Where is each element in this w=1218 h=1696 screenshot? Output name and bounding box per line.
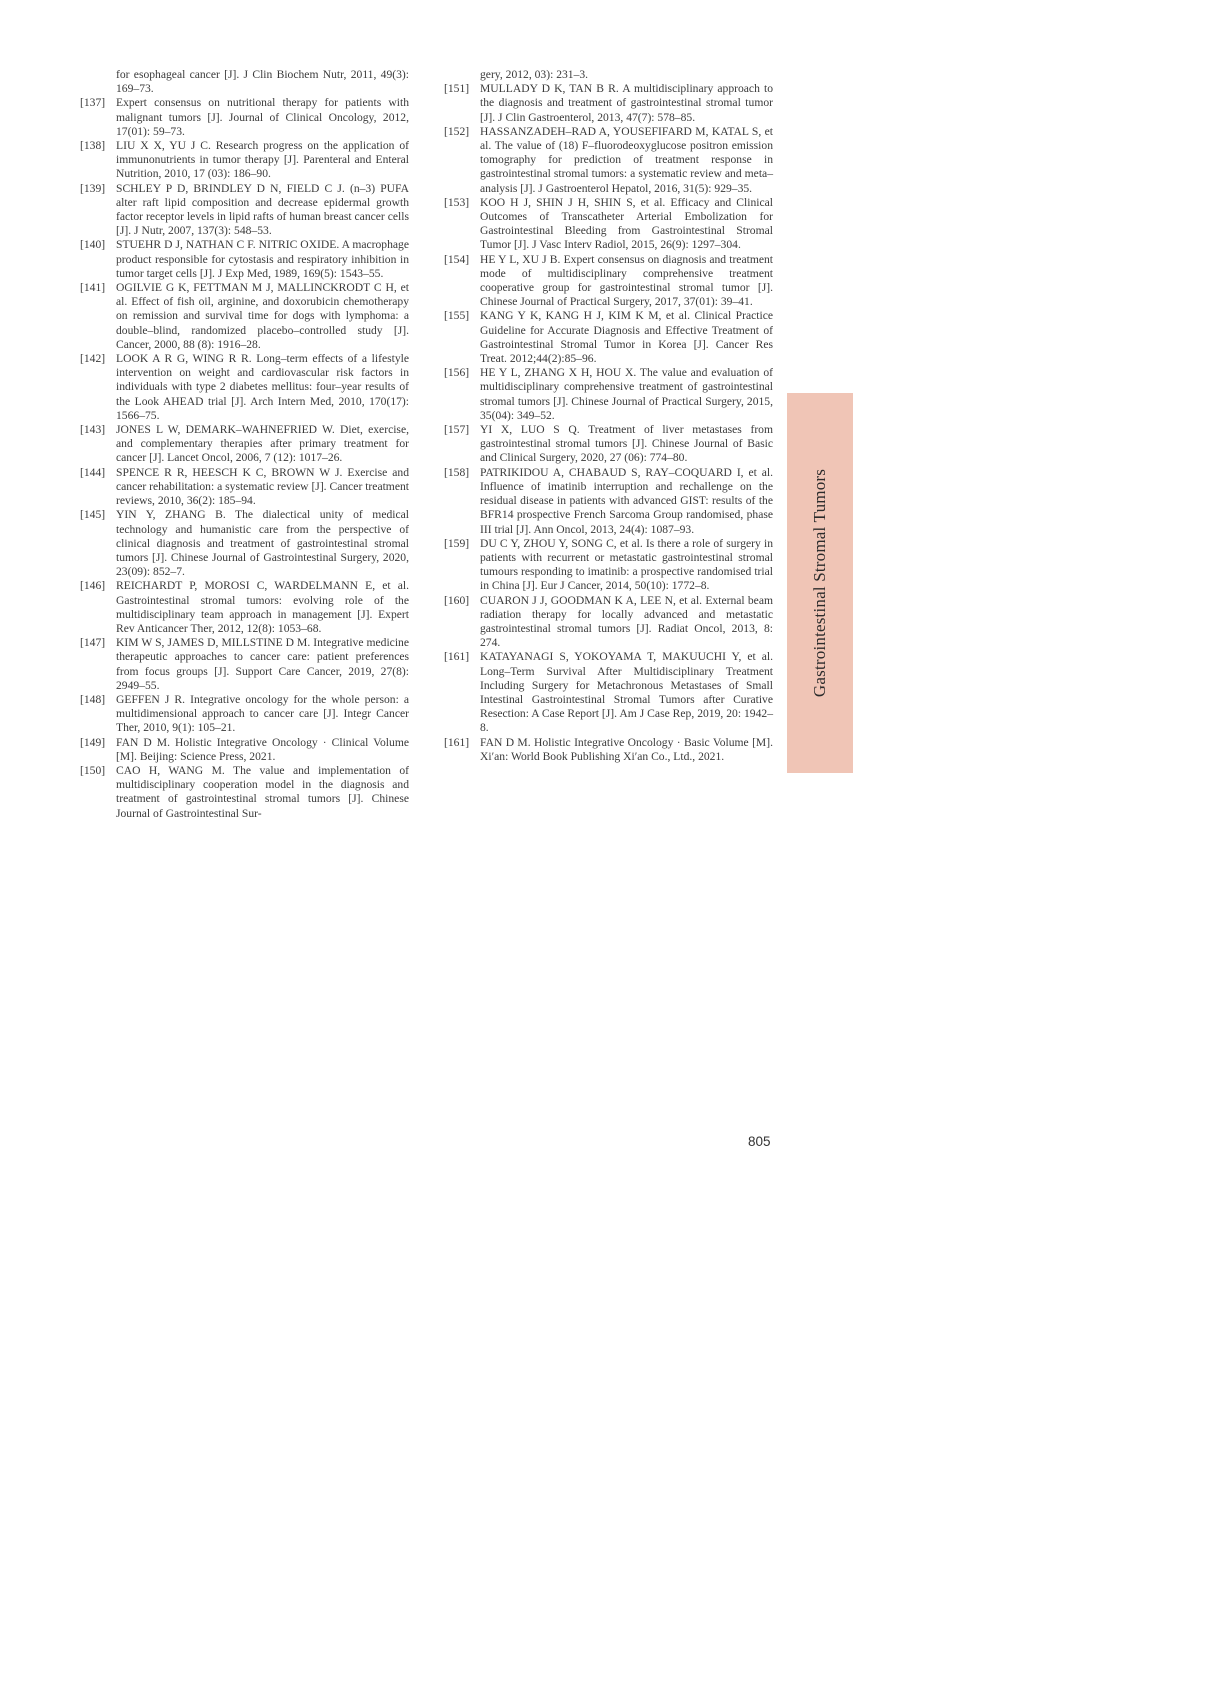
- reference-entry: [80, 579, 409, 636]
- reference-text: gery, 2012, 03): 231–3.: [480, 68, 589, 81]
- reference-entry: [80, 139, 409, 182]
- reference-entry: [80, 693, 409, 736]
- reference-text: OGILVIE G K, FETTMAN M J, MALLINCKRODT C H, et al. Effect of fish oil, arginine, and doxorubicin chemotherapy on remission and survival time for dogs with lymphoma: a double–blind, randomized placebo–controlled study [J]. Cancer, 2000, 88 (8): 1916–28.: [116, 281, 409, 351]
- reference-number: [154]: [444, 252, 470, 266]
- reference-text: for esophageal cancer [J]. J Clin Biochem Nutr, 2011, 49(3): 169–73.: [116, 68, 409, 96]
- reference-number: [142]: [80, 352, 106, 366]
- reference-text: HE Y L, XU J B. Expert consensus on diagnosis and treatment mode of multidisciplinary comprehensive treatment cooperative group for gastrointestinal stromal tumor [J]. Chinese Journal of Practical Surgery, 2017, 37(01): 39–41.: [480, 252, 773, 309]
- reference-entry: [444, 736, 773, 764]
- reference-text: CAO H, WANG M. The value and implementation of multidisciplinary cooperation model in the diagnosis and treatment of gastrointestinal stromal tumors [J]. Chinese Journal of Gastrointestinal Sur-: [116, 763, 409, 820]
- reference-entry: [80, 636, 409, 693]
- reference-entry: [444, 253, 773, 310]
- reference-text: SCHLEY P D, BRINDLEY D N, FIELD C J. (n–3) PUFA alter raft lipid composition and decrease epidermal growth factor receptor levels in lipid rafts of human breast cancer cells [J]. J Nutr, 2007, 137(3): 548–53.: [116, 181, 409, 238]
- reference-number: [146]: [80, 579, 106, 593]
- reference-number: [145]: [80, 508, 106, 522]
- reference-number: [140]: [80, 238, 106, 252]
- reference-entry: [444, 466, 773, 537]
- reference-entry: [80, 764, 409, 821]
- reference-number: [158]: [444, 465, 470, 479]
- reference-text: HE Y L, ZHANG X H, HOU X. The value and evaluation of multidisciplinary comprehensive treatment of gastrointestinal stromal tumors [J]. Chinese Journal of Practical Surgery, 2015, 35(04): 349–52.: [480, 366, 773, 422]
- reference-number: [141]: [80, 281, 106, 295]
- reference-number: [148]: [80, 692, 106, 706]
- reference-entry: [444, 650, 773, 735]
- reference-text: REICHARDT P, MOROSI C, WARDELMANN E, et al. Gastrointestinal stromal tumors: evolving role of the multidisciplinary team approach in management [J]. Expert Rev Anticancer Ther, 2012, 12(8): 1053–68.: [116, 579, 409, 635]
- reference-text: JONES L W, DEMARK–WAHNEFRIED W. Diet, exercise, and complementary therapies after primary treatment for cancer [J]. Lancet Oncol, 2006, 7 (12): 1017–26.: [116, 423, 409, 465]
- reference-entry: [444, 537, 773, 594]
- reference-text: HASSANZADEH–RAD A, YOUSEFIFARD M, KATAL S, et al. The value of (18) F–fluorodeoxyglucose positron emission tomography for prediction of treatment response in gastrointestinal stromal tumors: a systematic review and meta–analysis [J]. J Gastroenterol Hepatol, 2016, 31(5): 929–35.: [480, 124, 773, 195]
- reference-number: [160]: [444, 593, 470, 607]
- reference-entry: [444, 366, 773, 423]
- reference-number: [159]: [444, 536, 470, 550]
- reference-number: [151]: [444, 82, 470, 96]
- reference-entry: [80, 281, 409, 352]
- reference-text: KOO H J, SHIN J H, SHIN S, et al. Efficacy and Clinical Outcomes of Transcatheter Arterial Embolization for Gastrointestinal Bleeding from Gastrointestinal Stromal Tumor [J]. J Vasc Interv Radiol, 2015, 26(9): 1297–304.: [480, 195, 773, 252]
- reference-entry: [80, 423, 409, 466]
- reference-entry: [80, 508, 409, 579]
- reference-text: FAN D M. Holistic Integrative Oncology · Basic Volume [M]. Xi′an: World Book Publishing Xi′an Co., Ltd., 2021.: [480, 735, 773, 763]
- reference-text: LOOK A R G, WING R R. Long–term effects of a lifestyle intervention on weight and cardiovascular risk factors in individuals with type 2 diabetes mellitus: four–year results of the Look AHEAD trial [J]. Arch Intern Med, 2010, 170(17): 1566–75.: [116, 352, 409, 422]
- reference-entry: [80, 466, 409, 509]
- chapter-side-tab-label: Gastrointestinal Stromal Tumors: [810, 468, 829, 698]
- reference-column-left: [80, 68, 409, 821]
- reference-number: [143]: [80, 423, 106, 437]
- reference-entry: [444, 125, 773, 196]
- reference-number: [161]: [444, 650, 470, 664]
- reference-column-right: [444, 68, 773, 764]
- reference-entry: [80, 182, 409, 239]
- chapter-side-tab: [787, 393, 853, 773]
- reference-text: KANG Y K, KANG H J, KIM K M, et al. Clinical Practice Guideline for Accurate Diagnosis and Effective Treatment of Gastrointestinal Stromal Tumor in Korea [J]. Cancer Res Treat. 2012;44(2):85–96.: [480, 309, 773, 366]
- reference-text: LIU X X, YU J C. Research progress on the application of immunonutrients in tumor therapy [J]. Parenteral and Enteral Nutrition, 2010, 17 (03): 186–90.: [116, 139, 409, 181]
- reference-text: KATAYANAGI S, YOKOYAMA T, MAKUUCHI Y, et al. Long–Term Survival After Multidisciplinary Treatment Including Surgery for Metachronous Metastases of Small Intestinal Gastrointestinal Stromal Tumors after Curative Resection: A Case Report [J]. Am J Case Rep, 2019, 20: 1942–8.: [480, 650, 773, 735]
- reference-number: [147]: [80, 636, 106, 650]
- reference-number: [156]: [444, 366, 470, 380]
- reference-number: [144]: [80, 465, 106, 479]
- reference-entry: [444, 68, 773, 82]
- reference-number: [161]: [444, 735, 470, 749]
- reference-entry: [80, 238, 409, 281]
- reference-number: [157]: [444, 423, 470, 437]
- reference-text: STUEHR D J, NATHAN C F. NITRIC OXIDE. A macrophage product responsible for cytostasis and respiratory inhibition in tumor target cells [J]. J Exp Med, 1989, 169(5): 1543–55.: [116, 238, 409, 280]
- reference-entry: [444, 309, 773, 366]
- reference-number: [150]: [80, 763, 106, 777]
- reference-number: [149]: [80, 735, 106, 749]
- reference-number: [155]: [444, 309, 470, 323]
- reference-number: [138]: [80, 139, 106, 153]
- reference-entry: [80, 736, 409, 764]
- reference-text: CUARON J J, GOODMAN K A, LEE N, et al. External beam radiation therapy for locally advanced and metastatic gastrointestinal stromal tumors [J]. Radiat Oncol, 2013, 8: 274.: [480, 593, 773, 650]
- reference-number: [137]: [80, 96, 106, 110]
- reference-entry: [444, 594, 773, 651]
- reference-text: SPENCE R R, HEESCH K C, BROWN W J. Exercise and cancer rehabilitation: a systematic review [J]. Cancer treatment reviews, 2010, 36(2): 185–94.: [116, 465, 409, 508]
- reference-number: [153]: [444, 195, 470, 209]
- reference-text: KIM W S, JAMES D, MILLSTINE D M. Integrative medicine therapeutic approaches to cancer care: patient preferences from focus groups [J]. Support Care Cancer, 2019, 27(8): 2949–55.: [116, 636, 409, 692]
- reference-text: GEFFEN J R. Integrative oncology for the whole person: a multidimensional approach to cancer care [J]. Integr Cancer Ther, 2010, 9(1): 105–21.: [116, 692, 409, 735]
- page-number: 805: [748, 1134, 771, 1149]
- reference-text: DU C Y, ZHOU Y, SONG C, et al. Is there a role of surgery in patients with recurrent or metastatic gastrointestinal stromal tumours responding to imatinib: a prospective randomised trial in China [J]. Eur J Cancer, 2014, 50(10): 1772–8.: [480, 536, 773, 593]
- reference-entry: [80, 96, 409, 139]
- reference-entry: [80, 352, 409, 423]
- reference-text: Expert consensus on nutritional therapy for patients with malignant tumors [J]. Journal of Clinical Oncology, 2012, 17(01): 59–73.: [116, 96, 409, 138]
- reference-entry: [80, 68, 409, 96]
- reference-text: YI X, LUO S Q. Treatment of liver metastases from gastrointestinal stromal tumors [J]. Chinese Journal of Basic and Clinical Surgery, 2020, 27 (06): 774–80.: [480, 423, 773, 465]
- reference-text: MULLADY D K, TAN B R. A multidisciplinary approach to the diagnosis and treatment of gastrointestinal stromal tumor [J]. J Clin Gastroenterol, 2013, 47(7): 578–85.: [480, 82, 773, 124]
- reference-text: FAN D M. Holistic Integrative Oncology · Clinical Volume [M]. Beijing: Science Press, 2021.: [116, 735, 409, 763]
- reference-number: [139]: [80, 181, 106, 195]
- reference-number: [152]: [444, 124, 470, 138]
- reference-entry: [444, 423, 773, 466]
- reference-text: PATRIKIDOU A, CHABAUD S, RAY–COQUARD I, et al. Influence of imatinib interruption and rechallenge on the residual disease in patients with advanced GIST: results of the BFR14 prospective French Sarcoma Group randomised, phase III trial [J]. Ann Oncol, 2013, 24(4): 1087–93.: [480, 465, 773, 536]
- reference-entry: [444, 82, 773, 125]
- reference-text: YIN Y, ZHANG B. The dialectical unity of medical technology and humanistic care from the perspective of clinical diagnosis and treatment of gastrointestinal stromal tumors [J]. Chinese Journal of Gastrointestinal Surgery, 2020, 23(09): 852–7.: [116, 508, 409, 579]
- reference-entry: [444, 196, 773, 253]
